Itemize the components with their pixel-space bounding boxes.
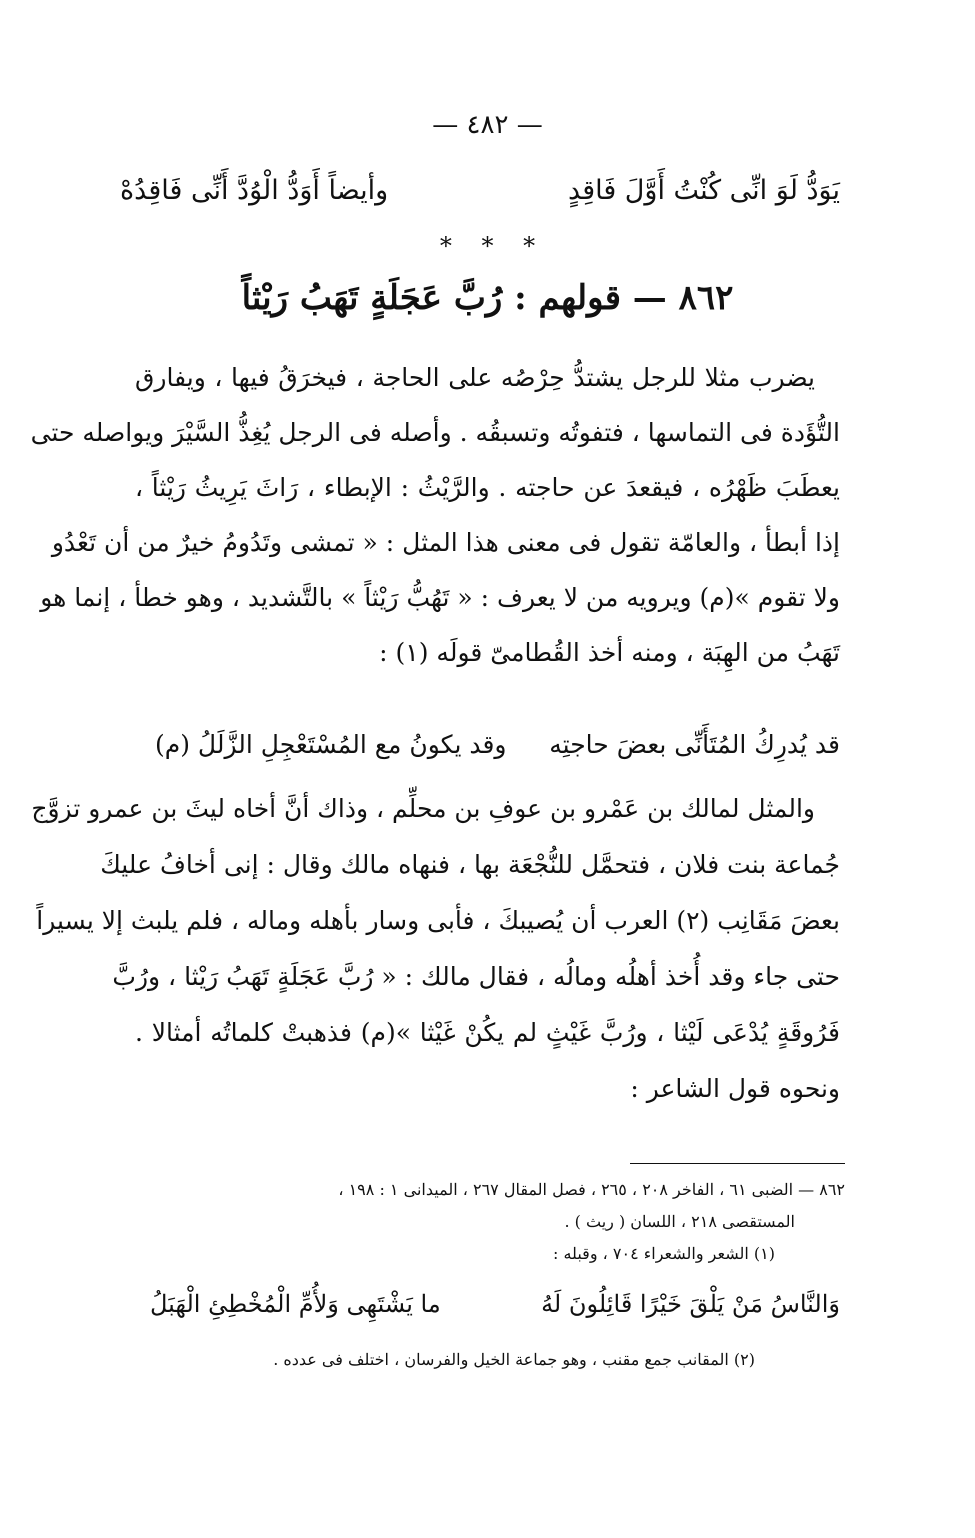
proverb-heading: ٨٦٢ — قولهم : رُبَّ عَجَلَةٍ تَهَبُ رَيْثاً — [241, 278, 734, 318]
body-line: إذا أبطأ ، والعامّة تقول فى معنى هذا المثل : « تمشى وتَدُومُ خيرٌ من أن تَعْدُو — [51, 528, 840, 557]
section-separator: * * * — [439, 232, 536, 260]
body-line: يعطَبَ ظَهْرُه ، فيقعدَ عن حاجته . والرَّيْثُ : الإبطاء ، رَاثَ يَرِيثُ رَيْثاً ، — [135, 473, 840, 502]
body-line: والمثل لمالك بن عَمْرو بن عوفِ بن محلِّم ، وذاك أنَّ أخاه ليثَ بن عمرو تزوَّج — [31, 794, 815, 823]
page-number: — ٤٨٢ — — [432, 110, 543, 140]
footnote-1: (١) الشعر والشعراء ٧٠٤ ، وقبله : — [553, 1244, 775, 1263]
body-line: ونحوه قول الشاعر : — [630, 1074, 840, 1103]
body-line: يضرب مثلا للرجل يشتدُّ حِرْصُه على الحاجة ، فيخرَقُ فيها ، ويفارق — [135, 363, 815, 392]
verse-second-hemistich: وأيضاً أَوَدُّ الْوُدَّ أَنِّى فَاقِدُهْ — [120, 175, 389, 206]
verse-first-hemistich: وَالنَّاسُ مَنْ يَلْقَ خَيْرًا قَائِلُونَ لَهُ — [541, 1290, 840, 1318]
footnote-divider — [630, 1163, 845, 1164]
verse-first-hemistich: يَوَدُّ لَوَ انِّى كُنْتُ أَوَّلَ فَاقِدٍ — [568, 175, 840, 206]
verse-second-hemistich: وقد يكونُ مع المُسْتَعْجِلِ الزَّلَلُ (م) — [155, 730, 507, 759]
quoted-verse — [155, 730, 840, 759]
footnote-verse — [150, 1290, 840, 1318]
body-line: التُّؤَدة فى التماسها ، فتفوتُه وتسبقُه . وأصله فى الرجل يُغِذُّ السَّيْرَ ويواصله حتى — [30, 418, 840, 447]
body-line: جُماعة بنت فلان ، فتحمَّل للنُّجْعَة بها ، فنهاه مالك وقال : إنى أخافُ عليكَ — [100, 850, 840, 879]
verse-second-hemistich: ما يَشْتَهِى وَلأُمِّ الْمُخْطِئِ الْهَبَلُ — [150, 1290, 441, 1318]
body-line: حتى جاء وقد أُخذ أهلُه ومالُه ، فقال مالك : « رُبَّ عَجَلَةٍ تَهَبُ رَيْثا ، ورُبَّ — [112, 962, 840, 991]
footnote-sources-cont: المستقصى ٢١٨ ، اللسان ( ريث ) . — [564, 1212, 795, 1231]
body-line: بعضَ مَقَانِب (٢) العرب أن يُصيبكَ ، فأبى وسار بأهله وماله ، فلم يلبث إلا يسيراً — [36, 906, 840, 935]
verse-first-hemistich: قد يُدرِكُ المُتَأَنِّى بعضَ حاجتِه — [549, 730, 840, 759]
body-line: ولا تقوم »(م) ويرويه من لا يعرف : « تَهُبُّ رَيْثاً » بالتَّشديد ، وهو خطأ ، إنما هو — [40, 583, 840, 612]
opening-verse — [120, 175, 840, 206]
footnote-2: (٢) المقانب جمع مقنب ، وهو جماعة الخيل والفرسان ، اختلف فى عدده . — [273, 1350, 755, 1369]
body-line: تَهَبُ من الهِبَة ، ومنه أخذ القُطامىّ قولَه (١) : — [379, 638, 840, 667]
footnote-sources: ٨٦٢ — الضبى ٦١ ، الفاخر ٢٠٨ ، ٢٦٥ ، فصل المقال ٢٦٧ ، الميدانى ١ : ١٩٨ ، — [338, 1180, 845, 1199]
body-line: فَرُوقَةٍ يُدْعَى لَيْثا ، ورُبَّ غَيْثٍ لم يكُنْ غَيْثا »(م) فذهبتْ كلماتُه أمثالا . — [135, 1018, 840, 1047]
